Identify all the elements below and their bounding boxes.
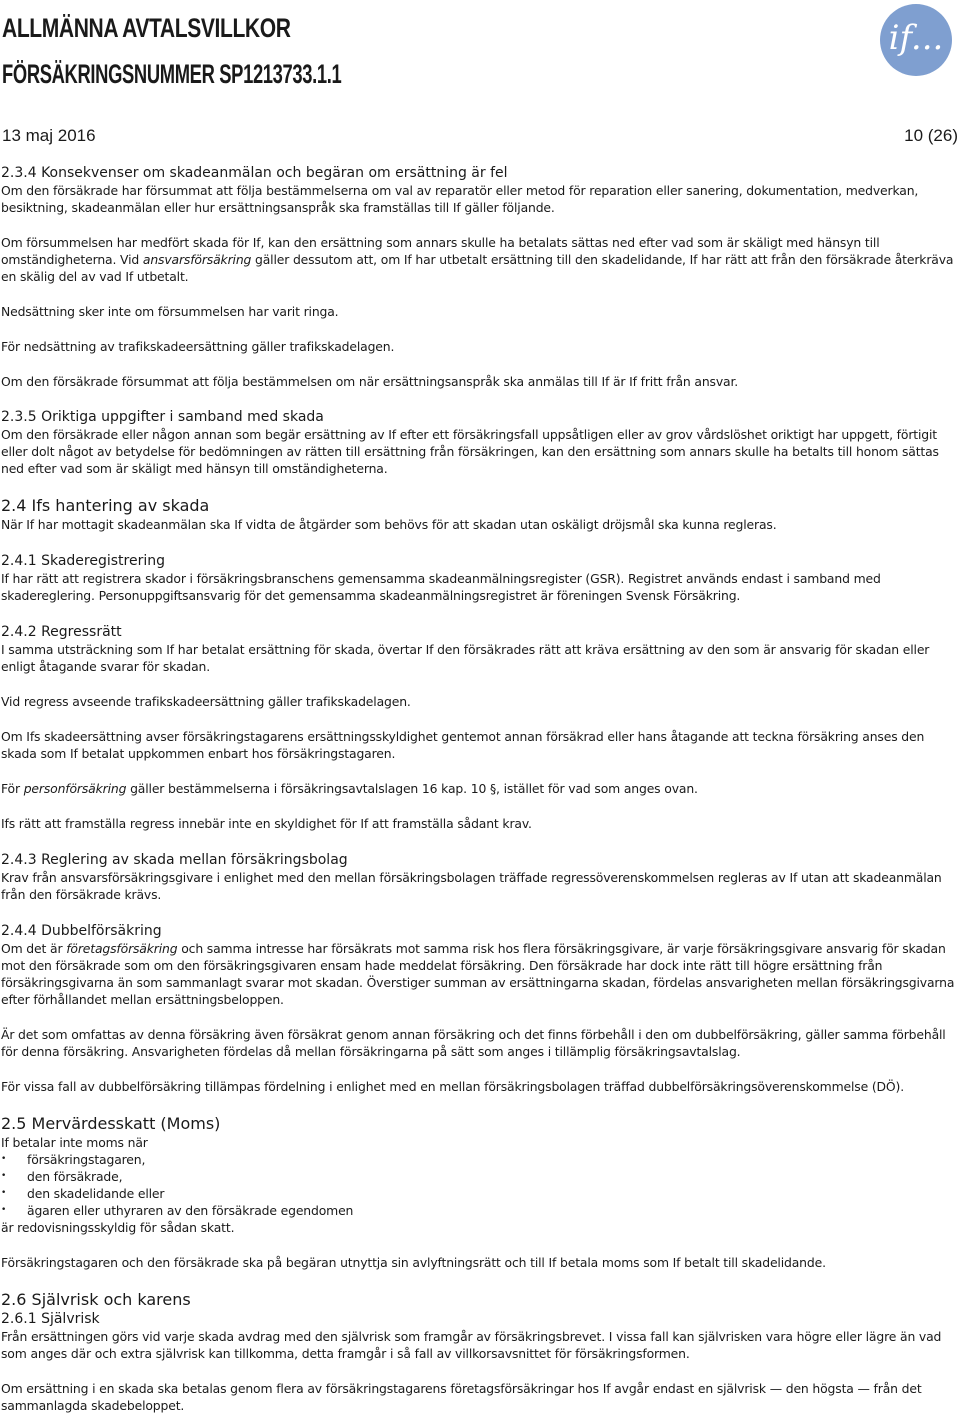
paragraph: I samma utsträckning som If har betalat ersättning för skada, övertar If den försäkrades rätt att kräva ersättning av den som är ansvarig för skadan eller enligt åtagande svarar för skadan. bbox=[1, 642, 930, 674]
paragraph: Försäkringstagaren och den försäkrade ska på begäran utnyttja sin avlyftningsrätt och till If betala moms som If betalt till skadelidande. bbox=[1, 1255, 826, 1270]
paragraph: är redovisningsskyldig för sådan skatt. bbox=[1, 1220, 235, 1235]
paragraph: För vissa fall av dubbelförsäkring tillämpas fördelning i enlighet med en mellan försäkringsbolagen träffad dubbelförsäkringsöverenskommelse (DÖ). bbox=[1, 1079, 904, 1094]
paragraph: Om det är företagsförsäkring och samma intresse har försäkrats mot samma risk hos flera försäkringsgivare, är varje försäkringsgivare ansvarig för skadan mot den försäkrade som om den försäkringsgivaren ensam hade meddelat försäkring. Den försäkrade har dock inte rätt till högre ersättning från försäkringsgivarna än som sammanlagt svarar mot skadan. Överstiger summan av ersättningarna skadan, fördelas ansvarigheten mellan försäkringsgivarna efter förhållandet mellan ersättningsbeloppen. bbox=[1, 941, 955, 1007]
logo-text: if... bbox=[888, 18, 944, 58]
document-body bbox=[1, 164, 959, 1414]
paragraph: Om den försäkrade eller någon annan som begär ersättning av If efter ett försäkringsfall uppsåtligen eller av grov vårdslöshet oriktigt har uppgett, förtigit eller dolt något av betydelse för bedömningen av rätten till ersättning från försäkringen, kan den ersättning som annars skulle ha betalts till honom sättas ned efter vad som är skäligt med hänsyn till omständigheterna. bbox=[1, 427, 939, 476]
page-number: 10 (26) bbox=[904, 126, 958, 145]
policy-number: FÖRSÄKRINGSNUMMER SP1213733.1.1 bbox=[2, 59, 342, 89]
paragraph: Nedsättning sker inte om försummelsen har varit ringa. bbox=[1, 304, 339, 319]
heading-2-4-3: 2.4.3 Reglering av skada mellan försäkringsbolag bbox=[1, 852, 348, 868]
paragraph: Om Ifs skadeersättning avser försäkringstagarens ersättningsskyldighet gentemot annan försäkrad eller hans åtagande att teckna försäkring anses den skada som If betalat uppkommen enbart hos försäkringstagaren. bbox=[1, 729, 925, 761]
paragraph: För nedsättning av trafikskadeersättning gäller trafikskadelagen. bbox=[1, 339, 395, 354]
paragraph: Är det som omfattas av denna försäkring även försäkrat genom annan försäkring och det finns förbehåll i den om dubbelförsäkring, gäller samma förbehåll för denna försäkring. Ansvarigheten fördelas då mellan försäkringarna på sätt som anges i tillämplig försäkringsavtalslag. bbox=[1, 1027, 946, 1059]
heading-2-4: 2.4 Ifs hantering av skada bbox=[1, 496, 210, 515]
heading-2-3-4: 2.3.4 Konsekvenser om skadeanmälan och begäran om ersättning är fel bbox=[1, 165, 508, 181]
heading-2-4-4: 2.4.4 Dubbelförsäkring bbox=[1, 923, 162, 939]
bullet-list bbox=[1, 1151, 959, 1219]
paragraph: Från ersättningen görs vid varje skada avdrag med den självrisk som framgår av försäkringsbrevet. I vissa fall kan självrisken vara högre eller lägre än vad som anges där och extra självrisk kan tillkomma, detta framgår i så fall av villkorsavsnittet för försäkringsformen. bbox=[1, 1329, 942, 1361]
heading-2-5: 2.5 Mervärdesskatt (Moms) bbox=[1, 1114, 221, 1133]
heading-2-6-1: 2.6.1 Självrisk bbox=[1, 1311, 100, 1327]
if-logo bbox=[880, 4, 952, 76]
paragraph: Krav från ansvarsförsäkringsgivare i enlighet med den mellan försäkringsbolagen träffade regressöverenskommelsen regleras av If utan att skadeanmälan från den försäkrade krävs. bbox=[1, 870, 942, 902]
document-date: 13 maj 2016 bbox=[2, 126, 96, 145]
paragraph: Ifs rätt att framställa regress innebär inte en skyldighet för If att framställa sådant krav. bbox=[1, 816, 532, 831]
paragraph: Vid regress avseende trafikskadeersättning gäller trafikskadelagen. bbox=[1, 694, 411, 709]
paragraph: För personförsäkring gäller bestämmelserna i försäkringsavtalslagen 16 kap. 10 §, istället för vad som anges ovan. bbox=[1, 781, 698, 796]
heading-2-6: 2.6 Självrisk och karens bbox=[1, 1290, 191, 1309]
paragraph: Om den försäkrade har försummat att följa bestämmelserna om val av reparatör eller metod för reparation eller sanering, dokumentation, medverkan, besiktning, skadeanmälan eller hur ersättningsanspråk ska framställas till If gäller följande. bbox=[1, 183, 919, 215]
paragraph: Om försummelsen har medfört skada för If, kan den ersättning som annars skulle ha betalats sättas ned efter vad som är skäligt med hänsyn till omständigheterna. Vid ansvarsförsäkring gäller dessutom att, om If har utbetalt ersättning till den skadelidande, If har rätt att från den försäkrade återkräva en skälig del av vad If utbetalt. bbox=[1, 235, 954, 284]
paragraph: If betalar inte moms när bbox=[1, 1135, 148, 1150]
paragraph: Om ersättning i en skada ska betalas genom flera av försäkringstagarens företagsförsäkringar hos If avgår endast en självrisk — den högsta — från det sammanlagda skadebeloppet. bbox=[1, 1381, 922, 1413]
heading-2-4-2: 2.4.2 Regressrätt bbox=[1, 624, 122, 640]
list-item: • försäkringstagaren, bbox=[1, 1151, 959, 1168]
heading-2-4-1: 2.4.1 Skaderegistrering bbox=[1, 553, 165, 569]
paragraph: Om den försäkrade försummat att följa bestämmelsen om när ersättningsanspråk ska anmälas till If är If fritt från ansvar. bbox=[1, 374, 739, 389]
heading-2-3-5: 2.3.5 Oriktiga uppgifter i samband med skada bbox=[1, 409, 324, 425]
document-title: ALLMÄNNA AVTALSVILLKOR bbox=[2, 13, 291, 43]
paragraph: If har rätt att registrera skador i försäkringsbranschens gemensamma skadeanmälningsregister (GSR). Registret används endast i samband med skadereglering. Personuppgiftsansvarig för det gemensamma skadeanmälningsregistret är föreningen Svensk Försäkring. bbox=[1, 571, 881, 603]
list-item: • ägaren eller uthyraren av den försäkrade egendomen bbox=[1, 1202, 959, 1219]
list-item: • den försäkrade, bbox=[1, 1168, 959, 1185]
paragraph: När If har mottagit skadeanmälan ska If vidta de åtgärder som behövs för att skadan utan oskäligt dröjsmål ska kunna regleras. bbox=[1, 517, 777, 532]
list-item: • den skadelidande eller bbox=[1, 1185, 959, 1202]
